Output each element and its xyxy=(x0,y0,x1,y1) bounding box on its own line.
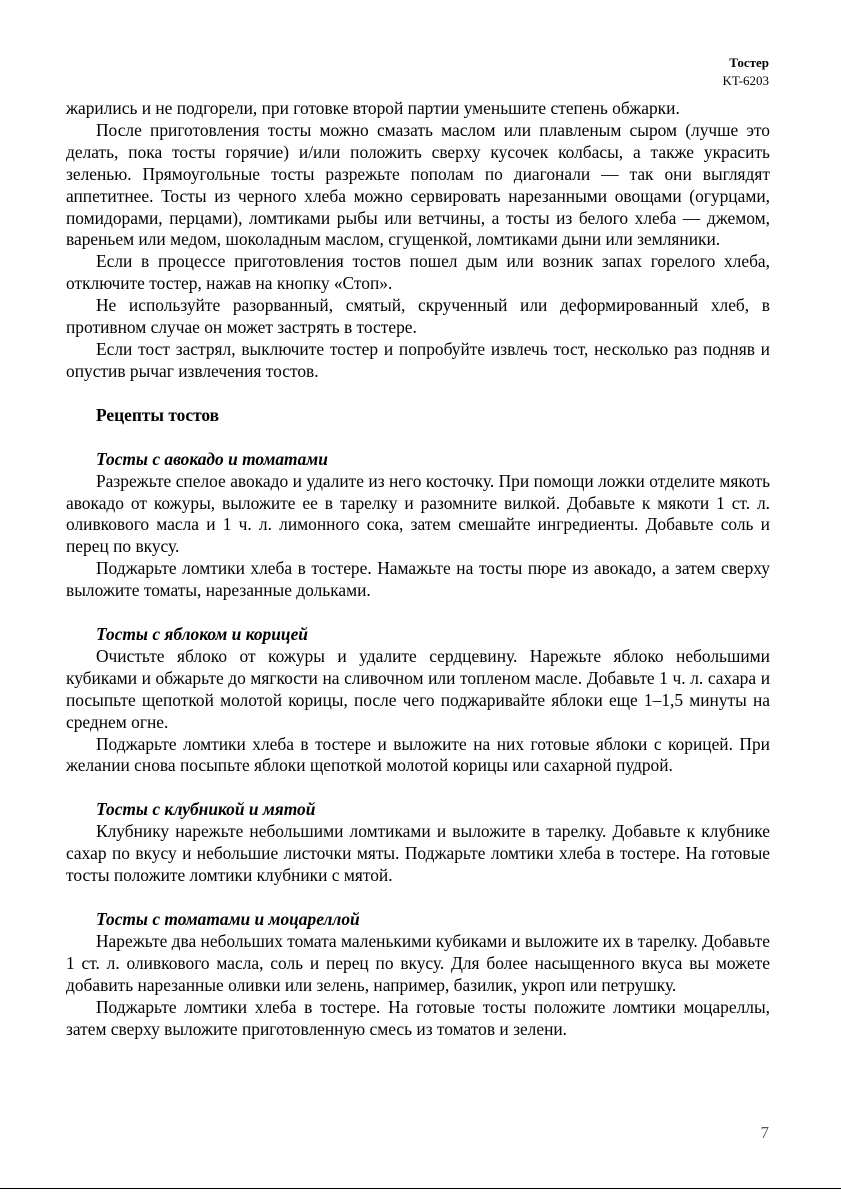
recipe-paragraph: Поджарьте ломтики хлеба в тостере и выложите на них готовые яблоки с корицей. При желании снова посыпьте яблоки щепоткой молотой корицы или сахарной пудрой. xyxy=(66,733,770,776)
recipe-paragraph: Разрежьте спелое авокадо и удалите из него косточку. При помощи ложки отделите мякоть авокадо от кожуры, выложите ее в тарелку и разомните вилкой. Добавьте к мякоти 1 ст. л. оливкового масла и 1 ч. л. лимонного сока, затем смешайте ингредиенты. Добавьте соль и перец по вкусу. xyxy=(66,470,770,557)
bottom-rule xyxy=(0,1188,841,1189)
running-header xyxy=(723,54,769,90)
header-title: Тостер xyxy=(729,55,769,70)
intro-paragraph: Не используйте разорванный, смятый, скрученный или деформированный хлеб, в противном случае он может застрять в тостере. xyxy=(66,295,770,338)
intro-paragraph: Если в процессе приготовления тостов пошел дым или возник запах горелого хлеба, отключите тостер, нажав на кнопку «Стоп». xyxy=(66,251,770,294)
recipe-paragraph: Поджарьте ломтики хлеба в тостере. На готовые тосты положите ломтики моцареллы, затем сверху выложите приготовленную смесь из томатов и зелени. xyxy=(66,996,770,1039)
recipe-title: Тосты с клубникой и мятой xyxy=(96,799,316,820)
recipe-title: Тосты с томатами и моцареллой xyxy=(96,909,360,929)
recipe-paragraph: Нарежьте два небольших томата маленькими кубиками и выложите их в тарелку. Добавьте 1 ст. л. оливкового масла, соль и перец по вкусу. Для более насыщенного вкуса вы можете добавить нарезанные оливки или зелень, например, базилик, укроп или петрушку. xyxy=(66,930,770,995)
page-body xyxy=(66,98,770,1040)
recipe-avocado xyxy=(66,449,770,602)
recipe-paragraph: Очистьте яблоко от кожуры и удалите сердцевину. Нарежьте яблоко небольшими кубиками и обжарьте до мягкости на сливочном или топленом масле. Добавьте 1 ч. л. сахара и посыпьте щепоткой молотой корицы, после чего поджаривайте яблоки еще 1–1,5 минуты на среднем огне. xyxy=(66,645,770,732)
header-model: KT-6203 xyxy=(722,73,769,88)
page-number: 7 xyxy=(760,1123,769,1142)
recipe-strawberry-mint xyxy=(66,799,770,887)
recipes-heading: Рецепты тостов xyxy=(96,404,220,425)
intro-paragraph: После приготовления тосты можно смазать маслом или плавленым сыром (лучше это делать, пока тосты горячие) и/или положить сверху кусочек колбасы, а также украсить зеленью. Прямоугольные тосты разрежьте пополам по диагонали — так они выглядят аппетитнее. Тосты из черного хлеба можно сервировать нарезанными овощами (огурцами, помидорами, перцами), ломтиками рыбы или ветчины, а тосты из белого хлеба — джемом, вареньем или медом, шоколадным маслом, сгущенкой, ломтиками дыни или земляники. xyxy=(66,119,770,250)
recipe-paragraph: Поджарьте ломтики хлеба в тостере. Намажьте на тосты пюре из авокадо, а затем сверху выложите томаты, нарезанные дольками. xyxy=(66,558,770,601)
recipe-title: Тосты с яблоком и корицей xyxy=(96,624,308,645)
recipe-tomato-mozzarella xyxy=(66,909,770,1040)
recipe-apple-cinnamon xyxy=(66,624,770,777)
intro-paragraph: Если тост застрял, выключите тостер и попробуйте извлечь тост, несколько раз подняв и опустив рычаг извлечения тостов. xyxy=(66,338,770,381)
recipe-paragraph: Клубнику нарежьте небольшими ломтиками и выложите в тарелку. Добавьте к клубнике сахар по вкусу и небольшие листочки мяты. Поджарьте ломтики хлеба в тостере. На готовые тосты положите ломтики клубники с мятой. xyxy=(66,821,770,886)
recipe-title: Тосты с авокадо и томатами xyxy=(96,448,328,469)
intro-paragraph: жарились и не подгорели, при готовке второй партии уменьшите степень обжарки. xyxy=(66,98,680,118)
